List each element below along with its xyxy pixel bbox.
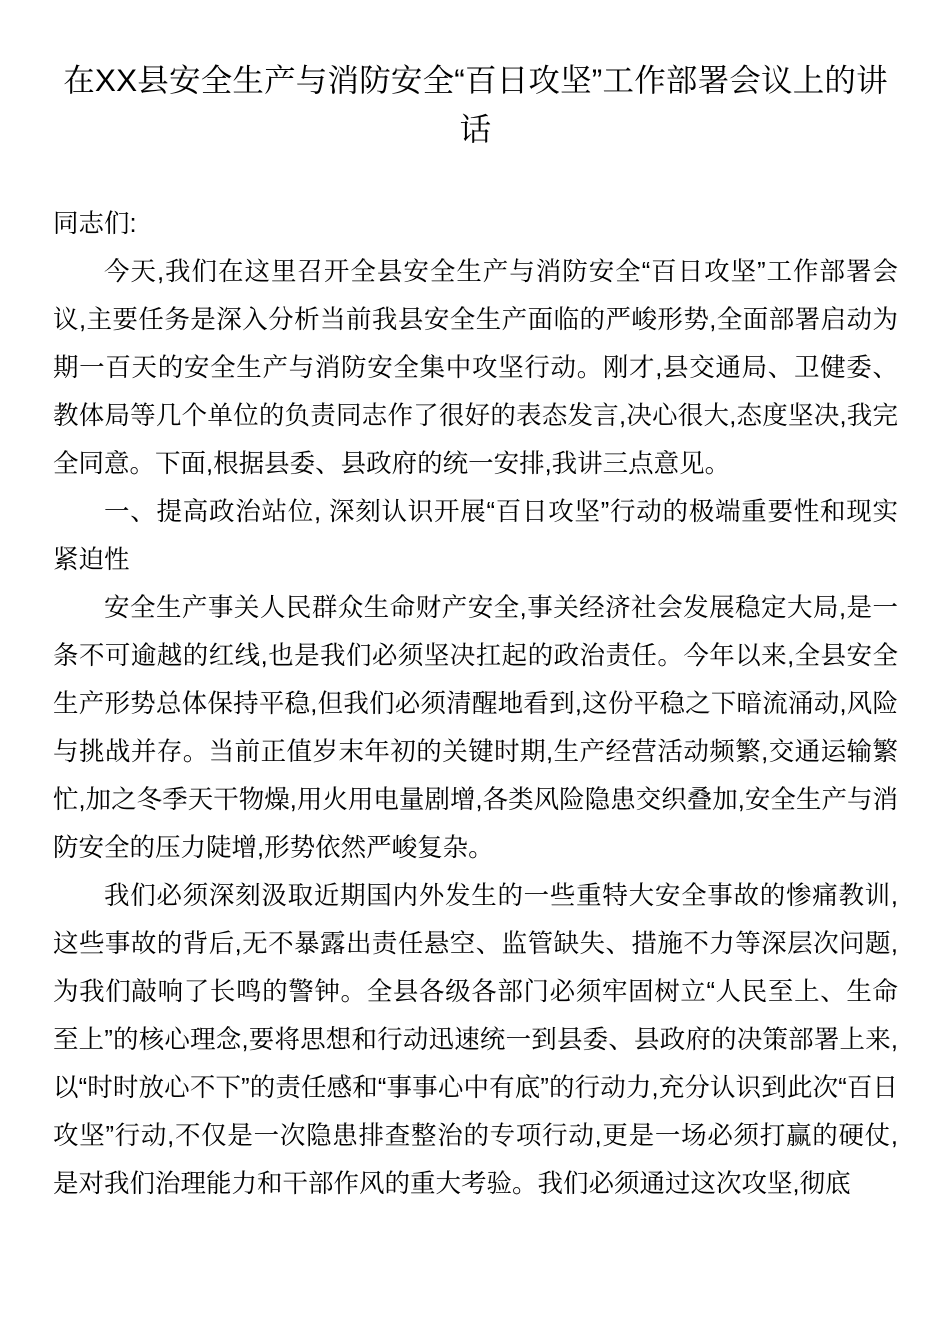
paragraph-opening: 今天,我们在这里召开全县安全生产与消防安全“百日攻坚”工作部署会议,主要任务是深入分析当前我县安全生产面临的严峻形势,全面部署启动为期一百天的安全生产与消防安全集中攻坚行动。刚才,县交通局、卫健委、教体局等几个单位的负责同志作了很好的表态发言,决心很大,态度坚决,我完全同意。下面,根据县委、县政府的统一安排,我讲三点意见。 (53, 258, 898, 478)
document-body (53, 200, 898, 1208)
salutation-line: 同志们: (53, 210, 137, 238)
section-heading-one: 一、提高政治站位, 深刻认识开展“百日攻坚”行动的极端重要性和现实紧迫性 (53, 498, 898, 574)
paragraph-section-one-2: 我们必须深刻汲取近期国内外发生的一些重特大安全事故的惨痛教训,这些事故的背后,无不暴露出责任悬空、监管缺失、措施不力等深层次问题,为我们敲响了长鸣的警钟。全县各级各部门必须牢固树立“人民至上、生命至上”的核心理念,要将思想和行动迅速统一到县委、县政府的决策部署上来,以“时时放心不下”的责任感和“事事心中有底”的行动力,充分认识到此次“百日攻坚”行动,不仅是一次隐患排查整治的专项行动,更是一场必须打赢的硬仗,是对我们治理能力和干部作风的重大考验。我们必须通过这次攻坚,彻底 (53, 882, 898, 1198)
page-title: 在XX县安全生产与消防安全“百日攻坚”工作部署会议上的讲话 (63, 62, 888, 147)
paragraph-section-one-1: 安全生产事关人民群众生命财产安全,事关经济社会发展稳定大局,是一条不可逾越的红线,也是我们必须坚决扛起的政治责任。今年以来,全县安全生产形势总体保持平稳,但我们必须清醒地看到,这份平稳之下暗流涌动,风险与挑战并存。当前正值岁末年初的关键时期,生产经营活动频繁,交通运输繁忙,加之冬季天干物燥,用火用电量剧增,各类风险隐患交织叠加,安全生产与消防安全的压力陡增,形势依然严峻复杂。 (53, 594, 898, 862)
page-content-area (53, 0, 898, 1208)
